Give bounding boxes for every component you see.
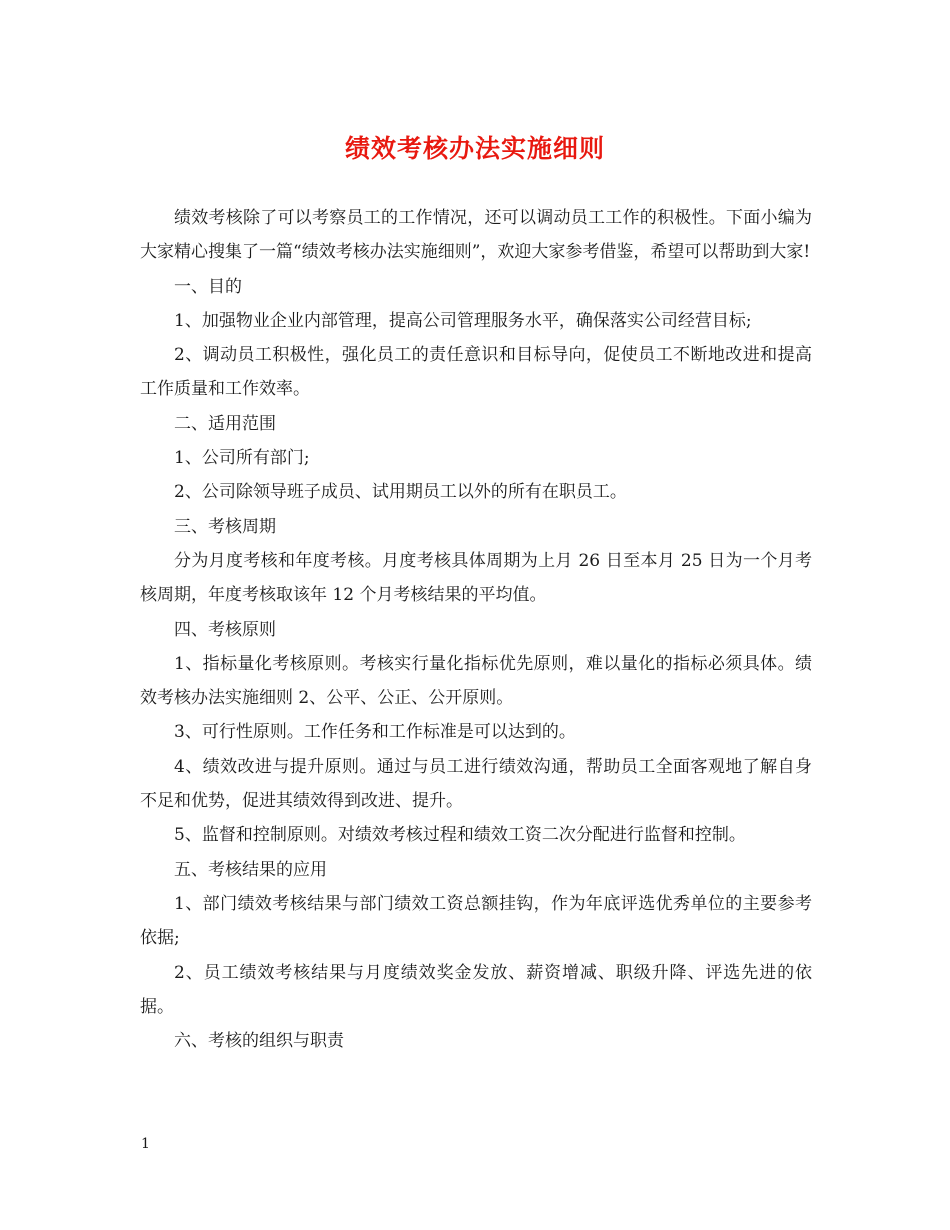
list-item: 5、监督和控制原则。对绩效考核过程和绩效工资二次分配进行监督和控制。 bbox=[174, 825, 746, 846]
list-item: 3、可行性原则。工作任务和工作标准是可以达到的。 bbox=[174, 722, 576, 743]
section-heading: 二、适用范围 bbox=[174, 413, 276, 434]
list-item: 1、加强物业企业内部管理，提高公司管理服务水平，确保落实公司经营目标; bbox=[174, 310, 752, 331]
section-heading: 三、考核周期 bbox=[174, 516, 276, 537]
list-item: 1、部门绩效考核结果与部门绩效工资总额挂钩，作为年底评选优秀单位的主要参考依据; bbox=[140, 893, 812, 949]
section-heading: 四、考核原则 bbox=[174, 619, 276, 640]
list-item: 2、员工绩效考核结果与月度绩效奖金发放、薪资增减、职级升降、评选先进的依据。 bbox=[140, 962, 812, 1017]
page-number: 1 bbox=[141, 1136, 150, 1152]
document-body bbox=[140, 201, 812, 1058]
list-item: 1、指标量化考核原则。考核实行量化指标优先原则，难以量化的指标必须具体。绩效考核办法实施细则 2、公平、公正、公开原则。 bbox=[140, 653, 812, 709]
body-paragraph: 分为月度考核和年度考核。月度考核具体周期为上月 26 日至本月 25 日为一个月考核周期，年度考核取该年 12 个月考核结果的平均值。 bbox=[140, 550, 812, 606]
section-heading: 一、目的 bbox=[174, 276, 242, 297]
list-item: 2、公司除领导班子成员、试用期员工以外的所有在职员工。 bbox=[174, 482, 627, 503]
list-item: 2、调动员工积极性，强化员工的责任意识和目标导向，促使员工不断地改进和提高工作质量和工作效率。 bbox=[140, 345, 812, 400]
section-heading: 六、考核的组织与职责 bbox=[174, 1031, 344, 1052]
section-heading: 五、考核结果的应用 bbox=[174, 859, 327, 880]
document-title: 绩效考核办法实施细则 bbox=[344, 134, 605, 163]
intro-paragraph: 绩效考核除了可以考察员工的工作情况，还可以调动员工工作的积极性。下面小编为大家精心搜集了一篇“绩效考核办法实施细则”，欢迎大家参考借鉴，希望可以帮助到大家! bbox=[140, 208, 812, 263]
list-item: 4、绩效改进与提升原则。通过与员工进行绩效沟通，帮助员工全面客观地了解自身不足和优势，促进其绩效得到改进、提升。 bbox=[140, 756, 812, 812]
list-item: 1、公司所有部门; bbox=[174, 448, 310, 469]
